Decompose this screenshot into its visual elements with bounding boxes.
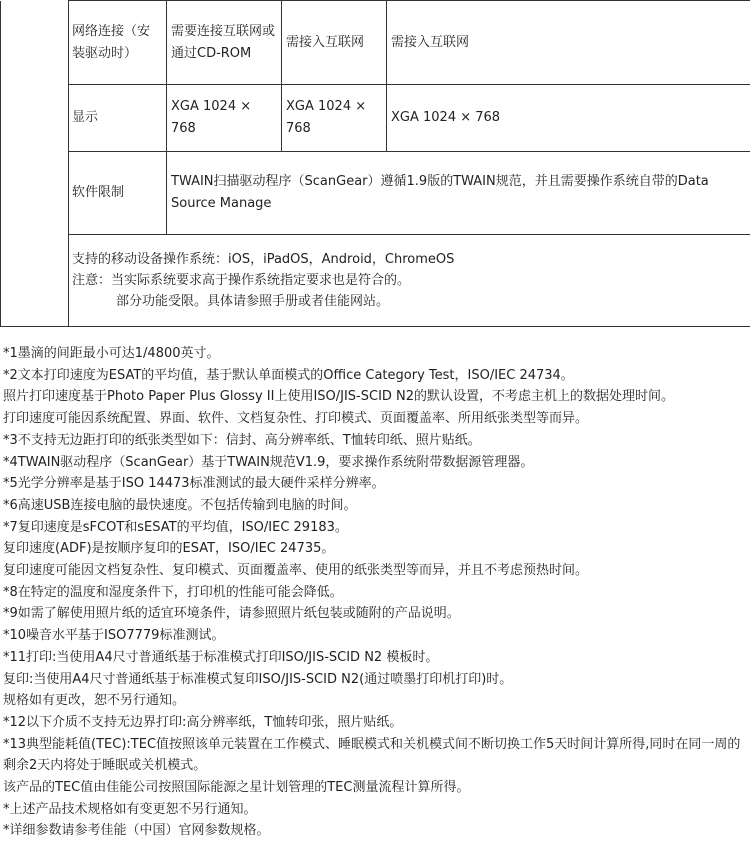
footnote-line: *9如需了解使用照片纸的适宜环境条件，请参照照片纸包装或随附的产品说明。 [3, 606, 460, 622]
footnote-line: 打印速度可能因系统配置、界面、软件、文档复杂性、打印模式、页面覆盖率、所用纸张类型等而异。 [3, 411, 589, 427]
table-row [1, 235, 750, 327]
footnote-line: *3不支持无边距打印的纸张类型如下：信封、高分辨率纸、T恤转印纸、照片贴纸。 [3, 432, 481, 448]
footnote-line: *5光学分辨率是基于ISO 14473标准测试的最大硬件采样分辨率。 [3, 476, 385, 492]
footnote-line: *上述产品技术规格如有变更恕不另行通知。 [3, 801, 257, 817]
table-row [1, 1, 750, 85]
table-row [1, 85, 750, 152]
footnote-line: *13典型能耗值(TEC):TEC值按照该单元装置在工作模式、睡眠模式和关机模式间不断切换工作5天时间计算所得,同时在同一周的剩余2天内将处于睡眠或关机模式。 [3, 736, 741, 774]
footnote-line: *4TWAIN驱动程序（ScanGear）基于TWAIN规范V1.9，要求操作系统附带数据源管理器。 [3, 454, 534, 470]
mobile-os-text: 支持的移动设备操作系统：iOS，iPadOS，Android，ChromeOS [72, 252, 455, 267]
footnote-line: *2文本打印速度为ESAT的平均值，基于默认单面模式的Office Category Test，ISO/IEC 24734。 [3, 367, 574, 383]
footnote-line: 复印:当使用A4尺寸普通纸基于标准模式复印ISO/JIS-SCID N2(通过喷墨打印机打印)时。 [3, 671, 513, 687]
footnote-line: *10噪音水平基于ISO7779标准测试。 [3, 628, 225, 644]
footnote-line: *1墨滴的间距最小可达1/4800英寸。 [3, 346, 220, 361]
footnote-line: 规格如有更改，恕不另行通知。 [3, 693, 186, 709]
footnote-line: *详细参数请参考佳能（中国）官网参数规格。 [3, 823, 270, 839]
row-label-display: 显示 [69, 85, 167, 152]
footnote-line: 复印速度可能因文档复杂性、复印模式、页面覆盖率、使用的纸张类型等而异，并且不考虑预热时间。 [3, 563, 589, 579]
cell-value: 需接入互联网 [387, 1, 750, 85]
left-gutter [1, 1, 69, 327]
footnote-line: *8在特定的温度和湿度条件下，打印机的性能可能会降低。 [3, 584, 343, 600]
cell-value: TWAIN扫描驱动程序（ScanGear）遵循1.9版的TWAIN规范，并且需要操作系统自带的Data Source Manage [167, 152, 750, 235]
footnote-line: *7复印速度是sFCOT和sESAT的平均值，ISO/IEC 29183。 [3, 519, 348, 535]
cell-value: 需接入互联网 [282, 1, 387, 85]
spec-table [0, 0, 750, 327]
footnote-line: *6高速USB连接电脑的最快速度。不包括传输到电脑的时间。 [3, 497, 357, 513]
support-info [69, 235, 750, 327]
footnote-line: 复印速度(ADF)是按顺序复印的ESAT，ISO/IEC 24735。 [3, 541, 335, 557]
cell-value: XGA 1024 × 768 [387, 85, 750, 152]
row-label-network: 网络连接（安装驱动时） [69, 1, 167, 85]
note-indent-text: 部分功能受限。具体请参照手册或者佳能网站。 [116, 294, 390, 309]
footnotes [0, 326, 750, 863]
cell-value: XGA 1024 × 768 [167, 85, 282, 152]
footnote-line: *12以下介质不支持无边界打印:高分辨率纸，T恤转印张，照片贴纸。 [3, 714, 403, 730]
table-row [1, 152, 750, 235]
footnote-line: 照片打印速度基于Photo Paper Plus Glossy II上使用ISO/JIS-SCID N2的默认设置，不考虑主机上的数据处理时间。 [3, 389, 675, 405]
cell-value: XGA 1024 × 768 [282, 85, 387, 152]
note-text: 注意：当实际系统要求高于操作系统指定要求也是符合的。 [72, 273, 411, 288]
cell-value: 需要连接互联网或通过CD-ROM [167, 1, 282, 85]
footnote-line: 该产品的TEC值由佳能公司按照国际能源之星计划管理的TEC测量流程计算所得。 [3, 780, 470, 796]
row-label-software: 软件限制 [69, 152, 167, 235]
footnote-line: *11打印:当使用A4尺寸普通纸基于标准模式打印ISO/JIS-SCID N2 模板时。 [3, 649, 439, 665]
